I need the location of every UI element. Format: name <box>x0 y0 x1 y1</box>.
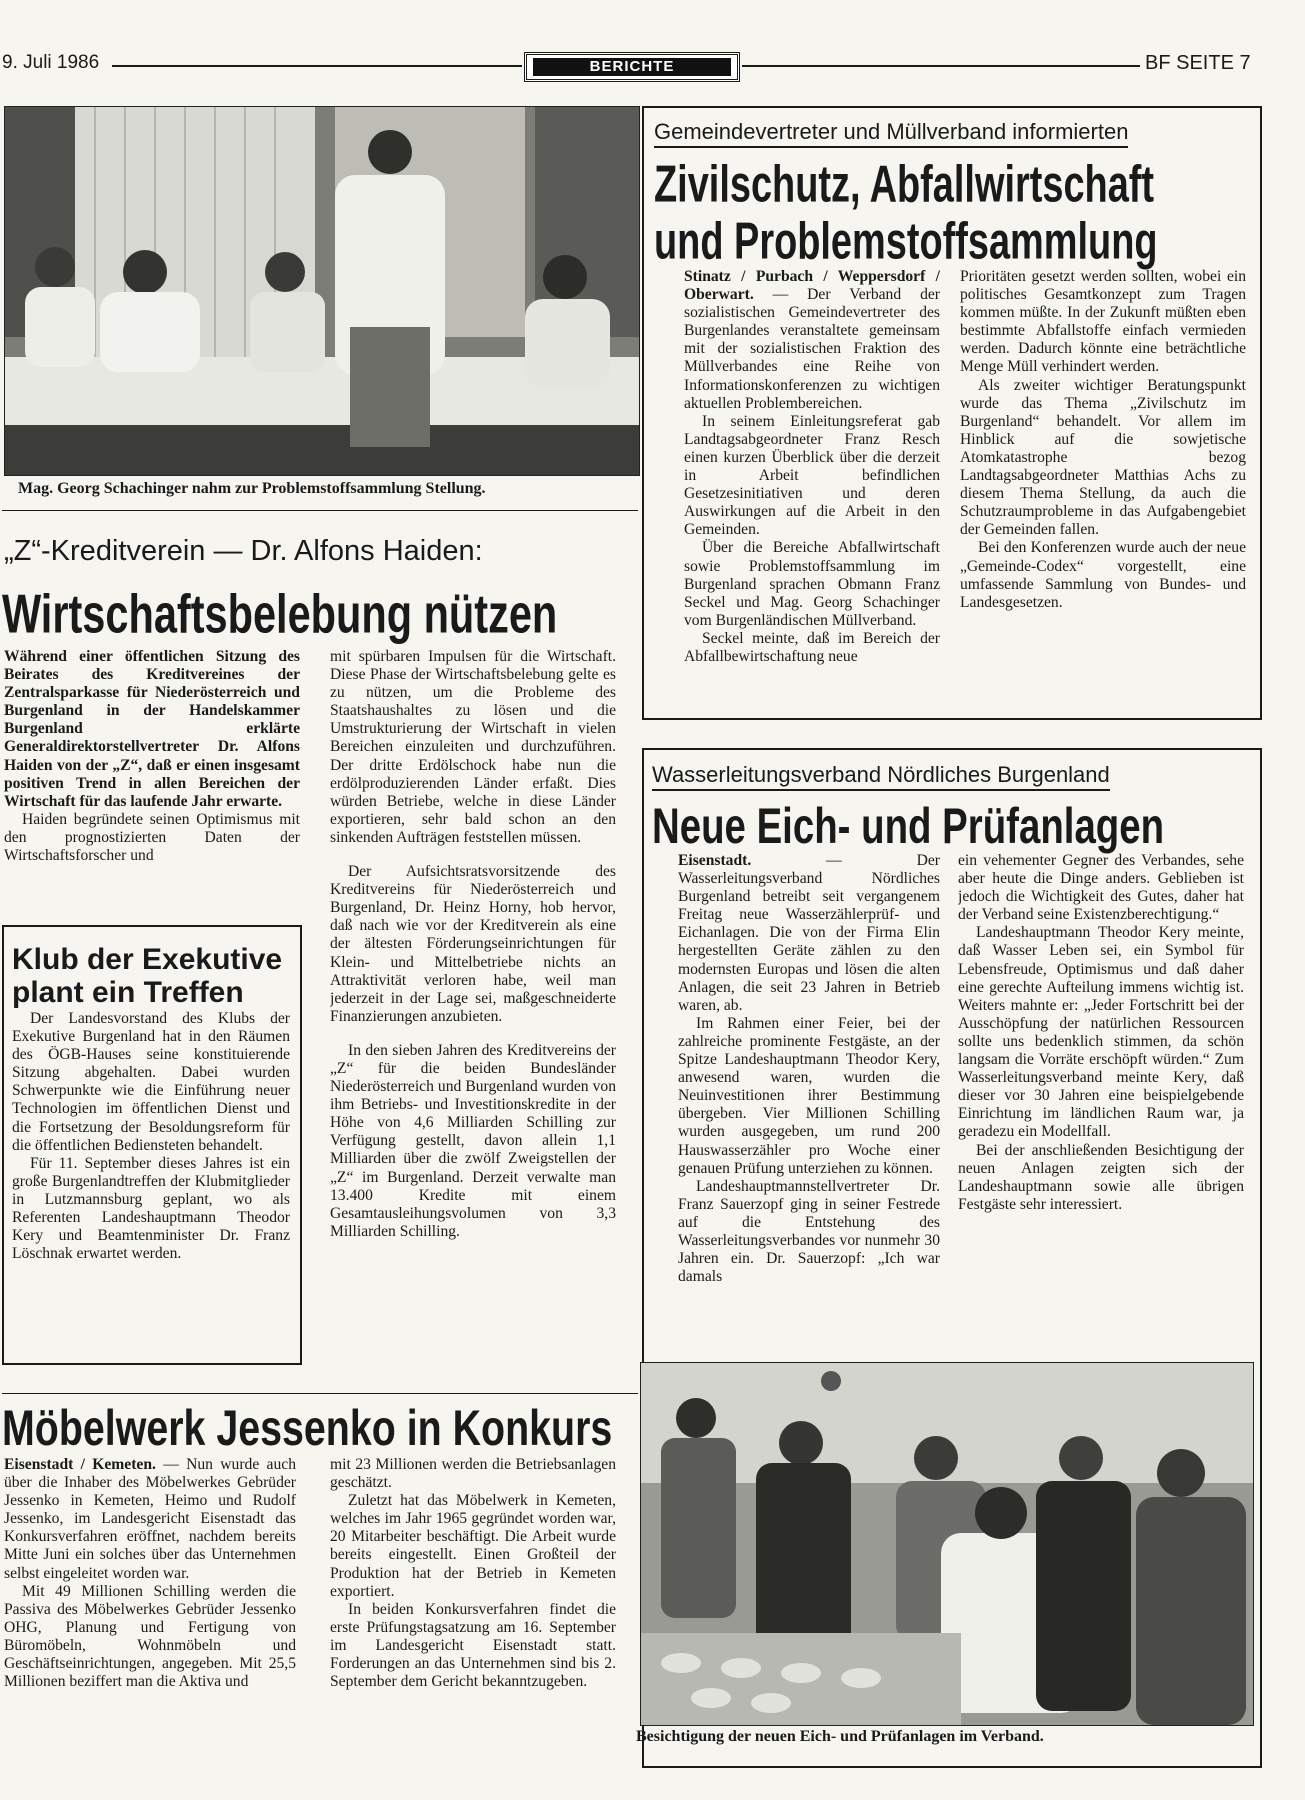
meeting-photo-illustration <box>5 107 639 475</box>
column-wasser-2 <box>958 852 1244 1360</box>
headline-zivilschutz-1: Zivilschutz, Abfallwirtschaft <box>654 156 1155 214</box>
column-kredit-1 <box>4 648 300 910</box>
headline-moebel: Möbelwerk Jessenko in Konkurs <box>2 1401 613 1457</box>
paragraph: Prioritäten gesetzt werden sollten, wobei ein politisches Gesamtkonzept zum Tragen kommen müßte. In der Zukunft müßten eben bestimmte Abfallstoffe einfach vermieden werden. Dadurch könnte eine beträchtliche Menge Müll verhindert werden. <box>960 268 1246 376</box>
paragraph: Über die Bereiche Abfallwirtschaft sowie Problemstoffsammlung im Burgenland sprachen Obmann Franz Seckel und Mag. Georg Schachinger vom Burgenländischen Müllverband. <box>684 539 940 629</box>
paragraph-lead: Während einer öffentlichen Sitzung des Beirates des Kreditvereines der Zentralsparkasse für Niederösterreich und Burgenland in der Handelskammer Burgenland erklärte Generaldirektorstellvertreter Dr. Alfons Haiden von der „Z“, daß er einen insgesamt positiven Trend in allen Bereichen der Wirtschaft für das laufende Jahr erwarte. <box>4 648 300 810</box>
issue-date: 9. Juli 1986 <box>2 52 100 73</box>
kicker-zivilschutz: Gemeindevertreter und Müllverband informierten <box>654 119 1128 148</box>
section-label: BERICHTE <box>533 58 731 76</box>
photo-eichanlagen <box>640 1362 1254 1726</box>
column-klub <box>12 1010 290 1360</box>
paragraph: Im Rahmen einer Feier, bei der zahlreiche prominente Festgäste, an der Spitze Landeshauptmann Theodor Kery, anwesend waren, wurden die Neuinvestitionen ihrer Bestimmung übergeben. Vier Millionen Schilling wurden ausgegeben, um rund 200 Hauswasserzähler pro Woche einer genauen Prüfung unterziehen zu können. <box>678 1014 940 1177</box>
header-rule-left <box>112 65 522 67</box>
paragraph: Zuletzt hat das Möbelwerk in Kemeten, welches im Jahr 1965 gegründet worden war, 20 Mitarbeiter beschäftigt. Die Arbeit wurde bereits eingestellt. Einen Großteil der Produktion hat der Betrieb in Kemeten exportiert. <box>330 1492 616 1600</box>
paragraph: — Nun wurde auch über die Inhaber des Möbelwerkes Gebrüder Jessenko in Kemeten, Heimo und Rudolf Jessenko, im Landesgericht Eisenstadt das Konkursverfahren eröffnet, nachdem bereits Mitte Juni ein solches über das Unternehmen selbst eingeleitet worden war. <box>4 1456 296 1582</box>
rule-moebel <box>2 1393 638 1394</box>
headline-kredit: Wirtschaftsbelebung nützen <box>2 583 558 645</box>
paragraph: — Der Wasserleitungsverband Nördliches Burgenland betreibt seit vergangenem Freitag neue Wasserzählerprüf- und Eichanlagen. Die von der Firma Elin hergestellten Geräte zählen zu den modernsten Europas und lösen die alten Anlagen, die seit 23 Jahren in Betrieb waren, ab. <box>678 852 940 1014</box>
paragraph: Haiden begründete seinen Optimismus mit den prognostizierten Daten der Wirtschaftsforscher und <box>4 810 300 865</box>
headline-klub: Klub der Exekutive plant ein Treffen <box>12 943 283 1009</box>
paragraph: Bei der anschließenden Besichtigung der neuen Anlagen zeigten sich der Landeshauptmann sowie alle übrigen Festgäste sehr interessiert. <box>958 1141 1244 1213</box>
column-zivilschutz-2 <box>960 268 1246 716</box>
column-moebel-2 <box>330 1456 616 1792</box>
photo-schachinger <box>4 106 640 476</box>
inspection-photo-illustration <box>641 1363 1253 1725</box>
paragraph: mit spürbaren Impulsen für die Wirtschaft. Diese Phase der Wirtschaftsbelebung gelte es zu nützen, um die Probleme des Staatshaushaltes zu lösen und die Umstrukturierung der Wirtschaft in vielen Bereichen einzuleiten und durchzuführen. Der dritte Erdölschock habe nun die erdölproduzierenden Länder erfaßt. Dies würden Betriebe, welche in diese Länder exportieren, sehr bald schon an den sinkenden Aufträgen feststellen müssen. <box>330 648 616 846</box>
headline-wasser: Neue Eich- und Prüfanlagen <box>652 799 1165 855</box>
kicker-kredit: „Z“-Kreditverein — Dr. Alfons Haiden: <box>4 535 483 567</box>
column-zivilschutz-1 <box>684 268 940 716</box>
dateline-zivilschutz: Stinatz / Purbach / Weppersdorf / Oberwart. <box>684 268 940 304</box>
paragraph: Mit 49 Millionen Schilling werden die Passiva des Möbelwerkes Gebrüder Jessenko OHG, Planung und Fertigung von Büromöbeln, Wohnmöbeln und Geschäftseinrichtungen, angegeben. Mit 25,5 Millionen beziffert man die Aktiva und <box>4 1582 296 1691</box>
column-wasser-1 <box>678 852 940 1360</box>
paragraph: — Der Verband der sozialistischen Gemeindevertreter des Burgenlandes veranstaltete gemeinsam mit der sozialistischen Fraktion des Müllverbandes eine Reihe von Informationskonferenzen zu wichtigen aktuellen Problembereichen. <box>684 286 940 412</box>
paragraph: Landeshauptmann Theodor Kery meinte, daß Wasser Leben sei, ein Symbol für Lebensfreude, Optimismus und daß daher eine gerechte Aufteilung immens wichtig ist. Weiters mahnte er: „Jeder Fortschritt bei der Ausschöpfung der natürlichen Ressourcen sollte uns bedenklich stimmen, da schön langsam die Vorräte erschöpft würden.“ Zum Wasserleitungsverband meinte Kery, daß dieser vor 30 Jahren eine beispielgebende Einrichtung im ländlichen Raum war, ja geradezu ein Modellfall. <box>958 924 1244 1141</box>
dateline-wasser: Eisenstadt. <box>678 852 752 869</box>
paragraph: ein vehementer Gegner des Verbandes, sehe aber heute die Dinge anders. Geblieben ist jedoch die Wichtigkeit des Gutes, daher hat der Verband seine Existenzberechtigung.“ <box>958 852 1244 924</box>
kicker-wasser: Wasserleitungsverband Nördliches Burgenland <box>652 762 1110 791</box>
paragraph: mit 23 Millionen werden die Betriebsanlagen geschätzt. <box>330 1456 616 1492</box>
paragraph: Als zweiter wichtiger Beratungspunkt wurde das Thema „Zivilschutz im Burgenland“ behandelt. Vor allem im Hinblick auf die sowjetische Atomkatastrophe bezog Landtagsabgeordneter Matthias Achs zu diesem Thema Stellung, da auch die Schutzraumprobleme in das Aufgabengebiet der Gemeinden fallen. <box>960 376 1246 539</box>
headline-zivilschutz-2: und Problemstoffsammlung <box>654 213 1158 271</box>
column-kredit-2 <box>330 648 616 1380</box>
page-number: BF SEITE 7 <box>1145 52 1251 74</box>
paragraph: Für 11. September dieses Jahres ist ein große Burgenlandtreffen der Klubmitglieder in Lutzmannsburg geplant, wo als Referenten Landeshauptmann Theodor Kery und Beamtenminister Dr. Franz Löschnak erwartet werden. <box>12 1154 290 1263</box>
header-rule-right <box>742 65 1140 67</box>
photo-caption-bottom: Besichtigung der neuen Eich- und Prüfanlagen im Verband. <box>636 1728 1044 1745</box>
dateline-moebel: Eisenstadt / Kemeten. <box>4 1456 156 1473</box>
paragraph: In beiden Konkursverfahren findet die erste Prüfungstagsatzung am 16. September im Landesgericht Eisenstadt statt. Forderungen an das Unternehmen sind bis 2. September dem Gericht bekanntzugeben. <box>330 1600 616 1691</box>
caption-rule <box>2 510 638 511</box>
paragraph: In den sieben Jahren des Kreditvereins der „Z“ für die beiden Bundesländer Niederösterreich und Burgenland wurden von ihm Betriebs- und Investitionskredite in der Höhe von 4,6 Milliarden Schilling zur Verfügung gestellt, davon allein 1,1 Milliarden über die zwölf Zweigstellen der „Z“ im Burgenland. Derzeit verwalte man 13.400 Kredite mit einem Gesamtausleihungsvolumen von 3,3 Milliarden Schilling. <box>330 1041 616 1240</box>
paragraph: Landeshauptmannstellvertreter Dr. Franz Sauerzopf ging in seiner Festrede auf die Entstehung des Wasserleitungsverbandes vor nunmehr 30 Jahren ein. Dr. Sauerzopf: „Ich war damals <box>678 1177 940 1286</box>
paragraph: Der Aufsichtsratsvorsitzende des Kreditvereins für Niederösterreich und Burgenland, Dr. Heinz Horny, hob hervor, daß nach wie vor der Kreditverein als eine der ältesten Förderungseinrichtungen für Klein- und Mittelbetriebe nichts an Attraktivität verloren habe, weil man jederzeit in der Lage sei, maßgeschneiderte Finanzierungen anzubieten. <box>330 863 616 1025</box>
paragraph: Seckel meinte, daß im Bereich der Abfallbewirtschaftung neue <box>684 629 940 665</box>
column-moebel-1 <box>4 1456 296 1792</box>
section-label-box <box>524 52 740 82</box>
paragraph: Der Landesvorstand des Klubs der Exekutive Burgenland hat in den Räumen des ÖGB-Hauses seine konstituierende Sitzung abgehalten. Dabei wurden Schwerpunkte wie die Einführung neuer Technologien im öffentlichen Dienst und die Fortsetzung der Besoldungsreform für die öffentlichen Bediensteten behandelt. <box>12 1010 290 1154</box>
paragraph: In seinem Einleitungsreferat gab Landtagsabgeordneter Franz Resch einen kurzen Überblick über die derzeit in Arbeit befindlichen Gesetzesinitiativen und deren Auswirkungen auf die Arbeit in den Gemeinden. <box>684 412 940 539</box>
photo-caption-top: Mag. Georg Schachinger nahm zur Problemstoffsammlung Stellung. <box>18 480 486 497</box>
paragraph: Bei den Konferenzen wurde auch der neue „Gemeinde-Codex“ vorgestellt, eine umfassende Sammlung von Bundes- und Landesgesetzen. <box>960 539 1246 611</box>
